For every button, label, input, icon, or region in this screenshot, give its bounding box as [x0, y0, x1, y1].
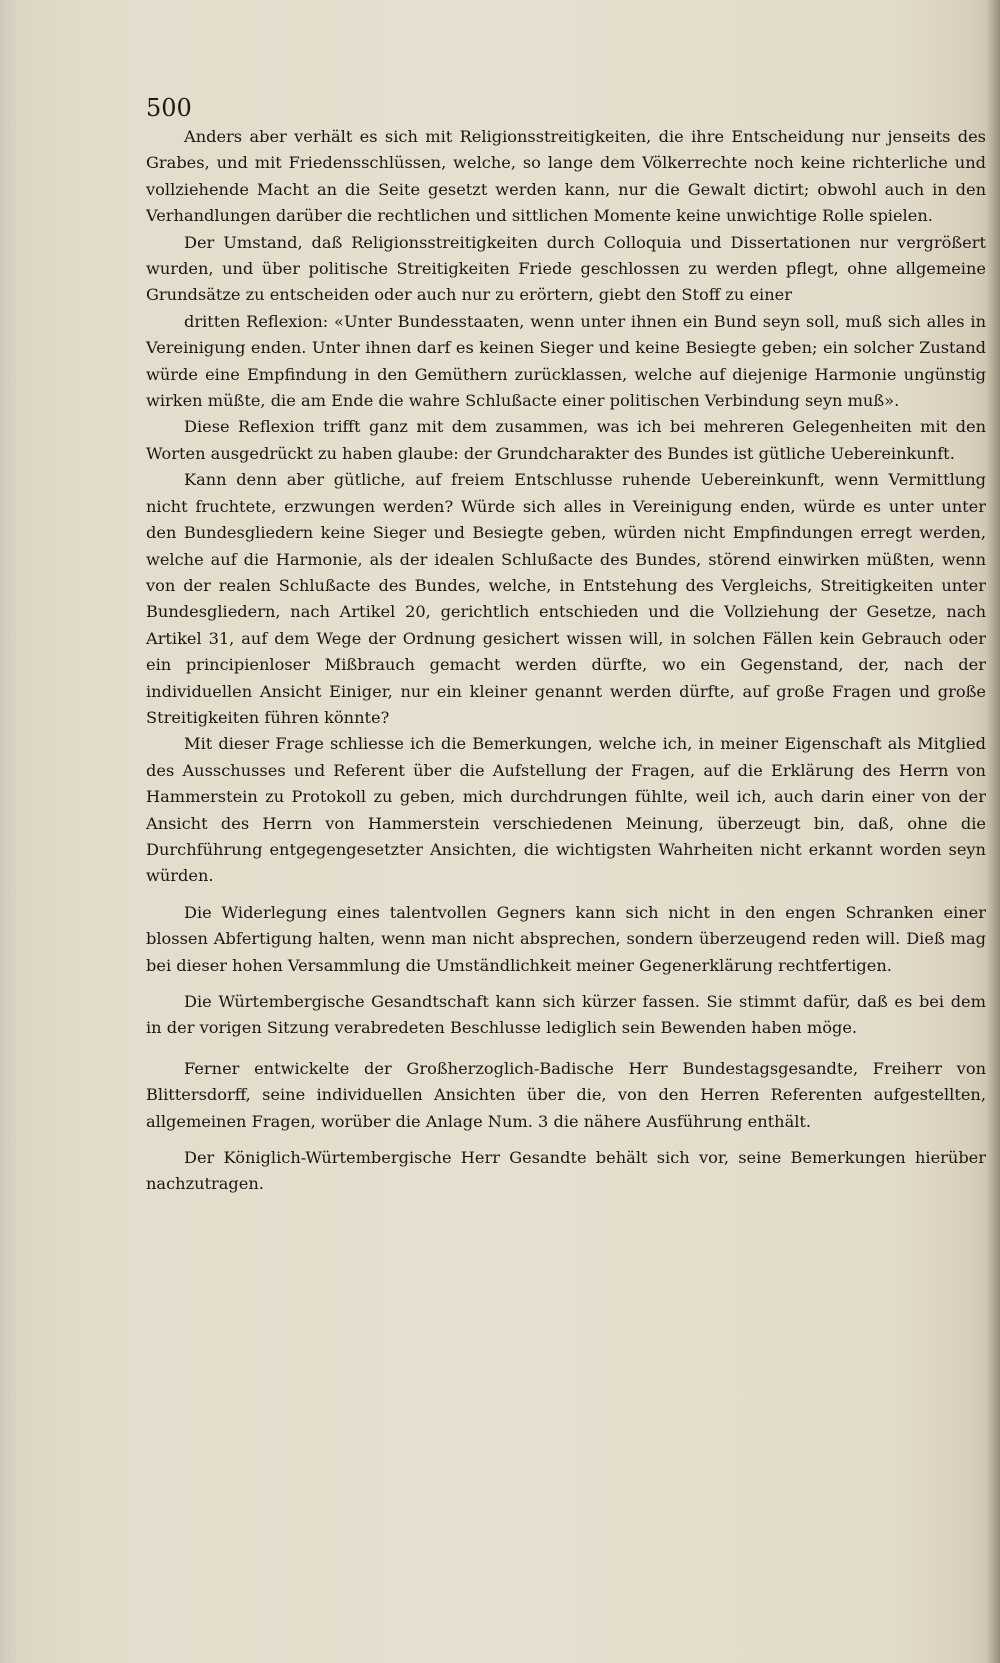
paragraph-dritte-reflexion: dritten Reflexion: «Unter Bundesstaaten, wenn unter ihnen ein Bund seyn soll, muß sich alles in Vereinigung enden. Unter ihnen darf es keinen Sieger und keine Besiegte geben; ein solcher Zustand würde eine Empfindung in den Gemüthern zurücklassen, welche auf diejenige Harmonie ungünstig wirken müßte, die am Ende die wahre Schlußacte einer politischen Verbindung seyn muß».	[146, 311, 986, 411]
paragraph-wuertembergische-gesandtschaft: Die Würtembergische Gesandtschaft kann sich kürzer fassen. Sie stimmt dafür, daß es bei dem in der vorigen Sitzung verabredeten Beschlusse lediglich sein Bewenden haben möge.	[146, 992, 986, 1038]
binding-edge-shadow	[986, 0, 1000, 1663]
paragraph-diese-reflexion: Diese Reflexion trifft ganz mit dem zusammen, was ich bei mehreren Gelegenheiten mit den Worten ausgedrückt zu haben glaube: der Grundcharakter des Bundes ist gütliche Uebereinkunft.	[146, 417, 986, 463]
paragraph-widerlegung: Die Widerlegung eines talentvollen Gegners kann sich nicht in den engen Schranken einer blossen Abfertigung halten, wenn man nicht absprechen, sondern überzeugend reden will. Dieß mag bei dieser hohen Versammlung die Umständlichkeit meiner Gegenerklärung rechtfertigen.	[146, 902, 986, 975]
paragraph-koeniglich-wuertembergische: Der Königlich-Würtembergische Herr Gesandte behält sich vor, seine Bemerkungen hierüber nachzutragen.	[146, 1148, 986, 1194]
paragraph-mit-dieser-frage: Mit dieser Frage schliesse ich die Bemerkungen, welche ich, in meiner Eigenschaft als Mitglied des Ausschusses und Referent über die Aufstellung der Fragen, auf die Erklärung des Herrn von Hammerstein zu Protokoll zu geben, mich durchdrungen fühlte, weil ich, auch darin einer von der Ansicht des Herrn von Hammerstein verschiedenen Meinung, überzeugt bin, daß, ohne die Durchführung entgegengesetzter Ansichten, die wichtigsten Wahrheiten nicht erkannt worden seyn würden.	[146, 734, 986, 886]
body-text	[146, 124, 986, 1198]
paragraph-guetliche-uebereinkunft: Kann denn aber gütliche, auf freiem Entschlusse ruhende Uebereinkunft, wenn Vermittlung nicht fruchtete, erzwungen werden? Würde sich alles in Vereinigung enden, würde es unter unter den Bundesgliedern keine Sieger und Besiegte geben, würden nicht Empfindungen erregt werden, welche auf die Harmonie, als der idealen Schlußacte des Bundes, störend einwirken müßten, wenn von der realen Schlußacte des Bundes, welche, in Entstehung des Vergleichs, Streitigkeiten unter Bundesgliedern, nach Artikel 20, gerichtlich entschieden und die Vollziehung der Gesetze, nach Artikel 31, auf dem Wege der Ordnung gesichert wissen will, in solchen Fällen kein Gebrauch oder ein principienloser Mißbrauch gemacht werden dürfte, wo ein Gegenstand, der, nach der individuellen Ansicht Einiger, nur ein kleiner genannt werden dürfte, auf große Fragen und große Streitigkeiten führen könnte?	[146, 470, 986, 727]
paragraph-umstand: Der Umstand, daß Religionsstreitigkeiten durch Colloquia und Dissertationen nur vergrößert wurden, und über politische Streitigkeiten Friede geschlossen zu werden pflegt, ohne allgemeine Grundsätze zu entscheiden oder auch nur zu erörtern, giebt den Stoff zu einer	[146, 232, 986, 305]
paragraph-religionsstreitigkeiten: Anders aber verhält es sich mit Religionsstreitigkeiten, die ihre Entscheidung nur jenseits des Grabes, und mit Friedensschlüssen, welche, so lange dem Völkerrechte noch keine richterliche und vollziehende Macht an die Seite gesetzt werden kann, nur die Gewalt dictirt; obwohl auch in den Verhandlungen darüber die rechtlichen und sittlichen Momente keine unwichtige Rolle spielen.	[146, 127, 986, 226]
page-number: 500	[146, 94, 192, 122]
paragraph-badische-gesandte: Ferner entwickelte der Großherzoglich-Badische Herr Bundestagsgesandte, Freiherr von Blittersdorff, seine individuellen Ansichten über die, von den Herren Referenten aufgestellten, allgemeinen Fragen, worüber die Anlage Num. 3 die nähere Ausführung enthält.	[146, 1058, 986, 1131]
